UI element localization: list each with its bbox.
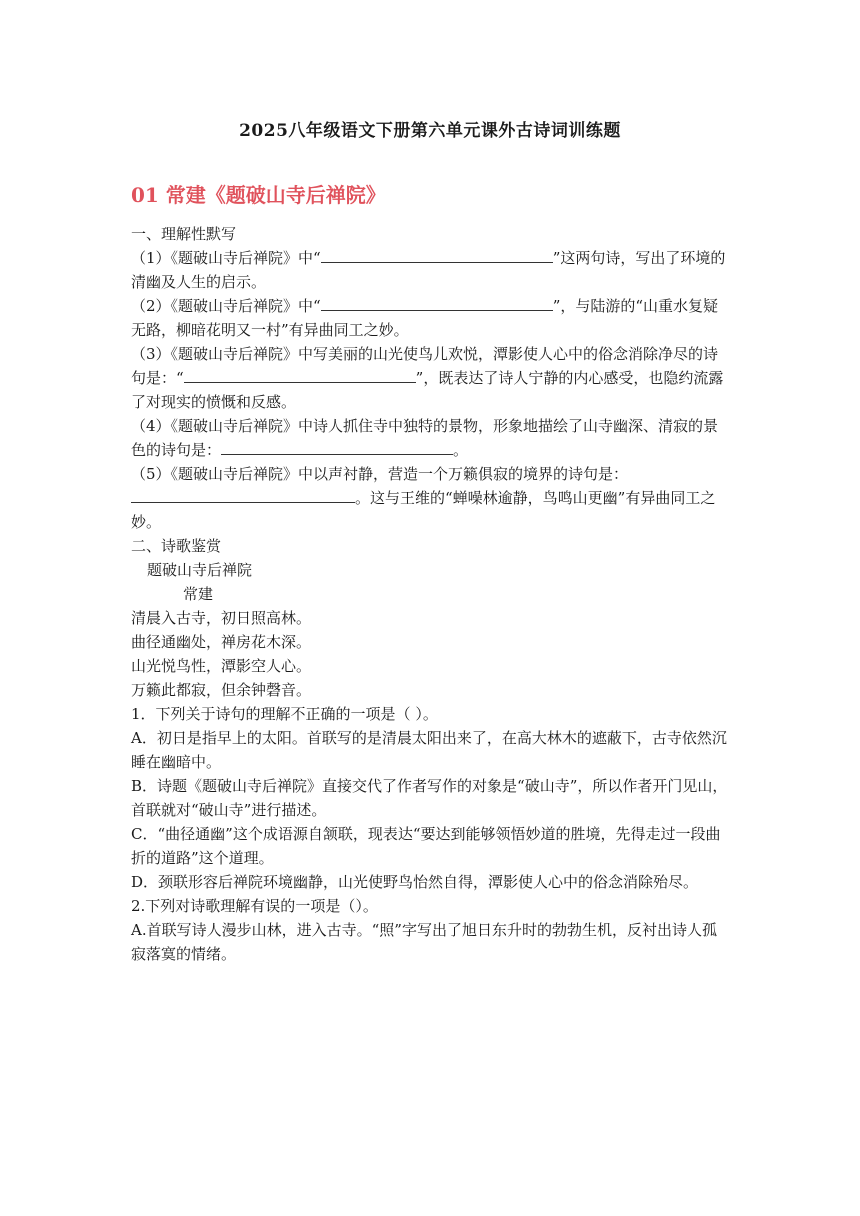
mc-question-1-option-d: D．颈联形容后禅院环境幽静，山光使野鸟怡然自得，潭影使人心中的俗念消除殆尽。	[131, 873, 699, 891]
poem-line: 万籁此都寂，但余钟磬音。	[131, 681, 312, 699]
document-title: 2025八年级语文下册第六单元课外古诗词训练题	[239, 121, 621, 141]
q4-text-before: （4）《题破山寺后禅院》中诗人抓住寺中独特的景物，形象地描绘了山寺幽深、清寂的景色的诗句是：	[131, 417, 719, 459]
poem-title: 题破山寺后禅院	[147, 561, 253, 579]
mc-question-1-option-b: B．诗题《题破山寺后禅院》直接交代了作者写作的对象是“破山寺”，所以作者开门见山，首联就对“破山寺”进行描述。	[131, 777, 728, 819]
question-1-3	[131, 342, 731, 414]
question-1-4	[131, 414, 731, 462]
mc-question-1-option-a: A．初日是指早上的太阳。首联写的是清晨太阳出来了，在高大林木的遮蔽下，古寺依然沉睡在幽暗中。	[131, 729, 727, 771]
answer-blank[interactable]	[321, 295, 553, 311]
question-1-5	[131, 462, 731, 534]
mc-question-2-stem: 2.下列对诗歌理解有误的一项是（）。	[131, 897, 378, 915]
section-heading: 01 常建《题破山寺后禅院》	[131, 183, 386, 207]
q5-text-after: 。这与王维的“蝉噪林逾静，鸟鸣山更幽”有异曲同工之妙。	[131, 489, 716, 531]
question-1-1	[131, 246, 731, 294]
q2-text-after: ”，与陆游的“山重水复疑无路，柳暗花明又一村”有异曲同工之妙。	[131, 297, 719, 339]
q1-text-after: ”这两句诗，写出了环境的清幽及人生的启示。	[131, 249, 726, 291]
mc-question-1-option-c: C．“曲径通幽”这个成语源自颔联，现表达“要达到能够领悟妙道的胜境，先得走过一段曲折的道路”这个道理。	[131, 825, 721, 867]
document-body	[131, 222, 731, 966]
answer-blank[interactable]	[184, 367, 416, 383]
q1-text-before: （1）《题破山寺后禅院》中“	[131, 249, 321, 267]
part1-heading: 一、理解性默写	[131, 225, 237, 243]
mc-question-2-option-a: A.首联写诗人漫步山林，进入古寺。“照”字写出了旭日东升时的勃勃生机，反衬出诗人孤寂落寞的情绪。	[131, 921, 717, 963]
poem-line: 曲径通幽处，禅房花木深。	[131, 633, 312, 651]
q3-text-before: （3）《题破山寺后禅院》中写美丽的山光使鸟儿欢悦，潭影使人心中的俗念消除净尽的诗句是：“	[131, 345, 719, 387]
q2-text-before: （2）《题破山寺后禅院》中“	[131, 297, 321, 315]
poem-line: 山光悦鸟性，潭影空人心。	[131, 657, 312, 675]
answer-blank[interactable]	[131, 487, 355, 503]
part2-heading: 二、诗歌鉴赏	[131, 537, 222, 555]
q3-text-after: ”，既表达了诗人宁静的内心感受，也隐约流露了对现实的愤慨和反感。	[131, 369, 724, 411]
question-1-2	[131, 294, 731, 342]
q5-text-before: （5）《题破山寺后禅院》中以声衬静，营造一个万籁俱寂的境界的诗句是：	[131, 465, 629, 483]
poem-line: 清晨入古寺，初日照高林。	[131, 609, 312, 627]
answer-blank[interactable]	[221, 439, 453, 455]
q4-text-after: 。	[453, 441, 469, 459]
poem-author: 常建	[183, 585, 214, 603]
answer-blank[interactable]	[321, 247, 553, 263]
mc-question-1-stem: 1．下列关于诗句的理解不正确的一项是（ ）。	[131, 705, 438, 723]
